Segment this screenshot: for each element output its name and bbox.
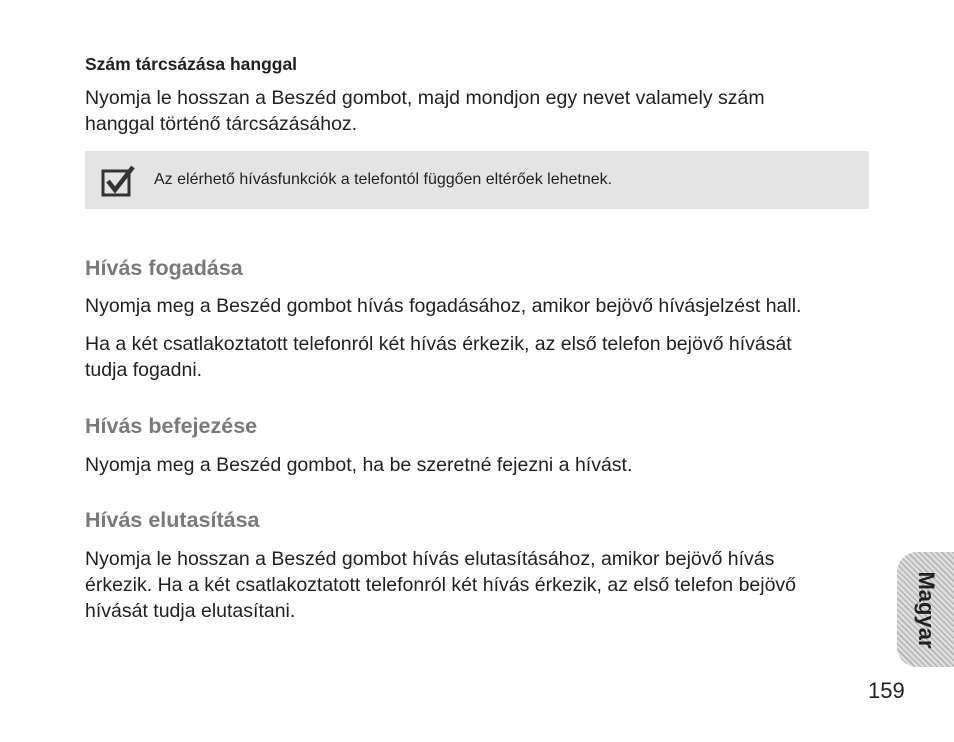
reject-call-line-2: érkezik. Ha a két csatlakoztatott telefonról két hívás érkezik, az első telefon bejövő [85,574,797,596]
answer-call-title: Hívás fogadása [85,256,243,280]
checkbox-check-icon [101,165,135,197]
end-call-paragraph: Nyomja meg a Beszéd gombot, ha be szeretné fejezni a hívást. [85,454,633,476]
answer-call-paragraph-1: Nyomja meg a Beszéd gombot hívás fogadásához, amikor bejövő hívásjelzést hall. [85,295,802,317]
note-text: Az elérhető hívásfunkciók a telefontól függően eltérőek lehetnek. [154,171,613,188]
reject-call-paragraph [85,546,875,624]
language-label: Magyar [913,570,939,649]
reject-call-title: Hívás elutasítása [85,508,260,532]
voice-dial-paragraph [85,85,875,137]
reject-call-line-1: Nyomja le hosszan a Beszéd gombot hívás elutasításához, amikor bejövő hívás [85,548,775,570]
page-number: 159 [868,678,905,703]
answer-call-p2-line-1: Ha a két csatlakoztatott telefonról két hívás érkezik, az első telefon bejövő hívását [85,333,792,355]
voice-dial-line-2: hanggal történő tárcsázásához. [85,113,358,135]
note-box [85,151,869,209]
voice-dial-heading: Szám tárcsázása hanggal [85,54,298,74]
answer-call-p2-line-2: tudja fogadni. [85,359,203,381]
answer-call-paragraph-2 [85,331,875,383]
end-call-title: Hívás befejezése [85,414,258,438]
voice-dial-line-1: Nyomja le hosszan a Beszéd gombot, majd mondjon egy nevet valamely szám [85,87,765,109]
language-tab [897,552,954,667]
reject-call-line-3: hívását tudja elutasítani. [85,600,296,622]
